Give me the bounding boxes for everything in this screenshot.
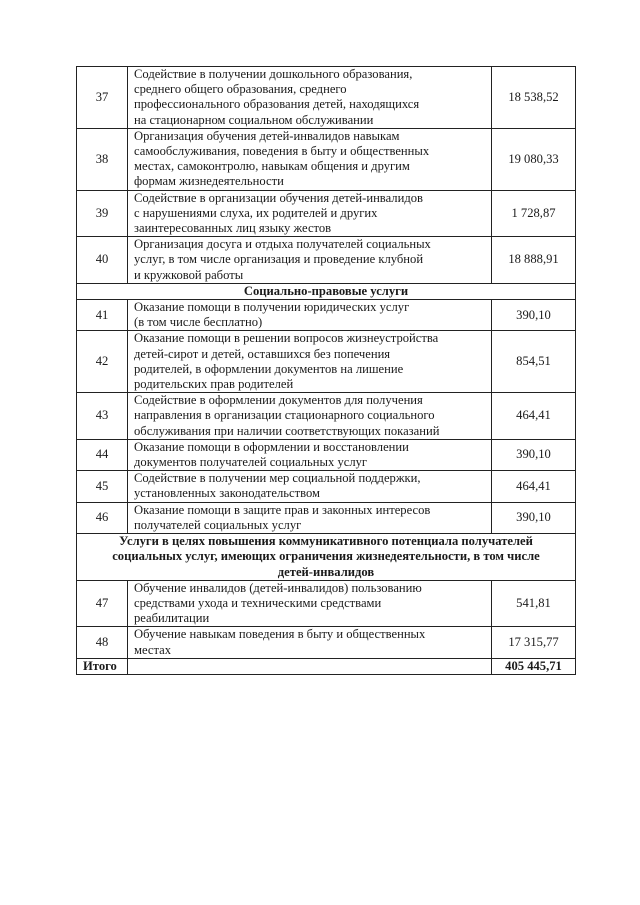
description-line: самообслуживания, поведения в быту и общественных xyxy=(134,144,430,159)
description-line: Содействие в оформлении документов для получения xyxy=(134,393,423,408)
description-line: средствами ухода и техническими средствами xyxy=(134,595,382,610)
service-price: 854,51 xyxy=(492,331,576,393)
description-line: заинтересованных лиц языку жестов xyxy=(134,221,332,236)
description-line: родителей, в оформлении документов на лишение xyxy=(134,361,404,376)
description-line: установленных законодательством xyxy=(134,486,320,501)
description-line: Организация обучения детей-инвалидов навыкам xyxy=(134,128,400,143)
description-line: профессионального образования детей, находящихся xyxy=(134,97,420,112)
section-title-line: детей-инвалидов xyxy=(277,564,375,579)
service-number: 45 xyxy=(77,471,128,502)
description-line: Обучение навыкам поведения в быту и общественных xyxy=(134,627,426,642)
service-description xyxy=(128,237,492,284)
service-price: 18 538,52 xyxy=(492,67,576,129)
service-row xyxy=(77,471,576,502)
description-line: с нарушениями слуха, их родителей и других xyxy=(134,205,378,220)
service-number: 44 xyxy=(77,439,128,470)
service-description xyxy=(128,502,492,533)
service-number: 43 xyxy=(77,393,128,440)
description-line: формам жизнедеятельности xyxy=(134,174,284,189)
service-price: 464,41 xyxy=(492,471,576,502)
service-price: 390,10 xyxy=(492,439,576,470)
service-number: 39 xyxy=(77,190,128,237)
service-number: 38 xyxy=(77,128,128,190)
service-description xyxy=(128,128,492,190)
service-price: 464,41 xyxy=(492,393,576,440)
service-price: 19 080,33 xyxy=(492,128,576,190)
service-description xyxy=(128,439,492,470)
services-table xyxy=(76,66,576,675)
description-line: Содействие в получении мер социальной поддержки, xyxy=(134,471,421,486)
description-line: детей-сирот и детей, оставшихся без попечения xyxy=(134,346,391,361)
service-description xyxy=(128,471,492,502)
service-number: 41 xyxy=(77,300,128,331)
section-title-line: Услуги в целях повышения коммуникативного потенциала получателей xyxy=(119,534,533,549)
rows-b xyxy=(77,300,576,534)
description-line: документов получателей социальных услуг xyxy=(134,455,368,470)
description-line: получателей социальных услуг xyxy=(134,517,302,532)
service-row xyxy=(77,300,576,331)
description-line: местах xyxy=(134,642,172,657)
rows-a xyxy=(77,67,576,284)
description-line: услуг, в том числе организация и проведение клубной xyxy=(134,252,424,267)
service-number: 46 xyxy=(77,502,128,533)
service-row xyxy=(77,67,576,129)
service-row xyxy=(77,237,576,284)
total-label: Итого xyxy=(77,658,128,674)
description-line: реабилитации xyxy=(134,611,210,626)
section-row xyxy=(77,534,576,581)
service-row xyxy=(77,393,576,440)
description-line: Оказание помощи в защите прав и законных интересов xyxy=(134,502,431,517)
service-description xyxy=(128,67,492,129)
service-price: 541,81 xyxy=(492,580,576,627)
section-title: Социально-правовые услуги xyxy=(77,283,576,299)
service-number: 42 xyxy=(77,331,128,393)
description-line: Оказание помощи в получении юридических услуг xyxy=(134,300,410,315)
service-description xyxy=(128,580,492,627)
service-row xyxy=(77,502,576,533)
description-line: среднего общего образования, среднего xyxy=(134,82,347,97)
total-section xyxy=(77,658,576,674)
service-description xyxy=(128,331,492,393)
service-number: 40 xyxy=(77,237,128,284)
service-row xyxy=(77,128,576,190)
service-number: 47 xyxy=(77,580,128,627)
description-line: Содействие в организации обучения детей-инвалидов xyxy=(134,190,423,205)
description-line: местах, самоконтролю, навыкам общения и другим xyxy=(134,159,410,174)
total-empty-cell xyxy=(128,658,492,674)
description-line: Содействие в получении дошкольного образования, xyxy=(134,67,413,81)
total-row xyxy=(77,658,576,674)
service-row xyxy=(77,331,576,393)
service-row xyxy=(77,190,576,237)
service-price: 1 728,87 xyxy=(492,190,576,237)
section-row xyxy=(77,283,576,299)
service-price: 390,10 xyxy=(492,502,576,533)
rows-c xyxy=(77,580,576,658)
description-line: направления в организации стационарного социального xyxy=(134,408,435,423)
service-description xyxy=(128,393,492,440)
service-price: 17 315,77 xyxy=(492,627,576,658)
section-title-line: социальных услуг, имеющих ограничения жизнедеятельности, в том числе xyxy=(112,549,540,564)
section-legal xyxy=(77,283,576,299)
description-line: родительских прав родителей xyxy=(134,377,294,392)
service-row xyxy=(77,627,576,658)
description-line: Обучение инвалидов (детей-инвалидов) пользованию xyxy=(134,580,422,595)
description-line: на стационарном социальном обслуживании xyxy=(134,112,374,127)
service-number: 48 xyxy=(77,627,128,658)
service-description xyxy=(128,300,492,331)
section-comm xyxy=(77,534,576,581)
service-description xyxy=(128,190,492,237)
description-line: (в том числе бесплатно) xyxy=(134,315,263,330)
description-line: Организация досуга и отдыха получателей социальных xyxy=(134,237,431,252)
total-value: 405 445,71 xyxy=(492,658,576,674)
description-line: обслуживания при наличии соответствующих показаний xyxy=(134,423,440,438)
service-row xyxy=(77,580,576,627)
section-title xyxy=(77,534,576,581)
service-number: 37 xyxy=(77,67,128,129)
service-price: 18 888,91 xyxy=(492,237,576,284)
description-line: Оказание помощи в оформлении и восстановлении xyxy=(134,439,409,454)
description-line: и кружковой работы xyxy=(134,267,244,282)
service-description xyxy=(128,627,492,658)
service-price: 390,10 xyxy=(492,300,576,331)
description-line: Оказание помощи в решении вопросов жизнеустройства xyxy=(134,331,439,346)
service-row xyxy=(77,439,576,470)
